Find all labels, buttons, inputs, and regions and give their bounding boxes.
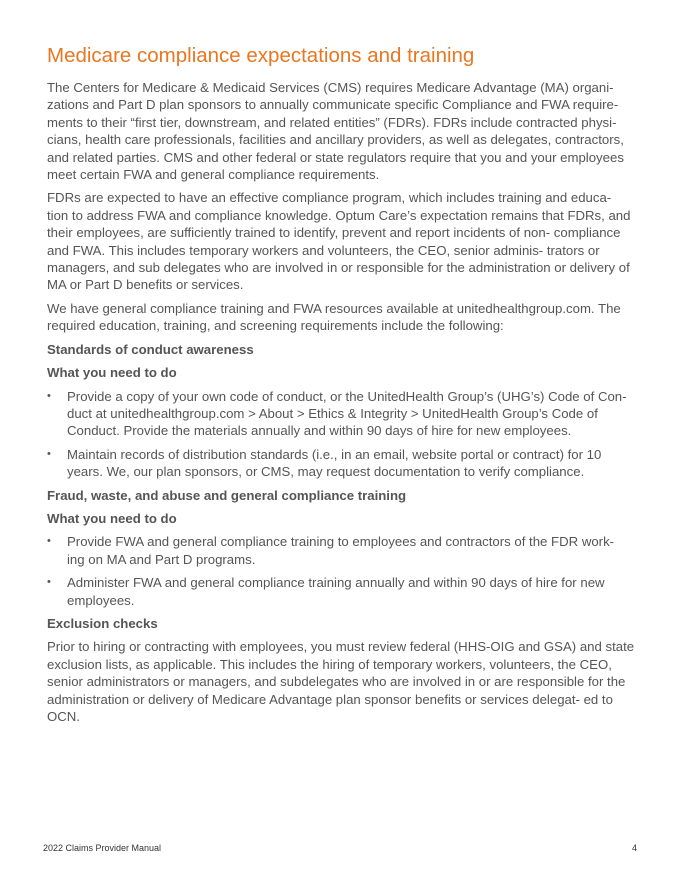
list-item-text: Administer FWA and general compliance training annually and within 90 days of hire for new employees.: [67, 575, 605, 608]
page-footer: [43, 843, 637, 853]
standards-heading: Standards of conduct awareness: [47, 341, 254, 357]
standards-list: [47, 388, 635, 481]
exclusion-paragraph: Prior to hiring or contracting with employees, you must review federal (HHS-OIG and GSA) and state exclusion lists, as applicable. This includes the hiring of temporary workers, volunteers, the CEO, senior administrators or managers, and subdelegates who are involved in or are responsible for the administration or delivery of Medicare Advantage plan sponsor benefits or services delegat- ed to OCN.: [47, 639, 635, 724]
bullet-icon: •: [47, 535, 51, 548]
list-item-text: Provide a copy of your own code of conduct, or the UnitedHealth Group’s (UHG’s) Code of Con- duct at unitedhealthgroup.com > About > Ethics & Integrity > UnitedHealth Group’s Code of Conduct. Provide the materials annually and within 90 days of hire for new employees.: [67, 388, 627, 439]
document-body: [47, 42, 635, 731]
exclusion-heading: Exclusion checks: [47, 615, 158, 631]
page-title: Medicare compliance expectations and training: [47, 44, 475, 67]
intro-paragraph-2: FDRs are expected to have an effective compliance program, which includes training and educa- tion to address FWA and compliance knowledge. Optum Care’s expectation remains that FDRs, and their employees, are sufficiently trained to identify, prevent and report incidents of non- compliance and FWA. This includes temporary workers and volunteers, the CEO, senior adminis- trators or managers, and sub delegates who are involved in or responsible for the administration or delivery of MA or Part D benefits or services.: [47, 190, 631, 293]
list-item-text: Provide FWA and general compliance training to employees and contractors of the FDR work- ing on MA and Part D programs.: [67, 534, 615, 567]
list-item: [47, 388, 635, 440]
fwa-subheading: What you need to do: [47, 510, 177, 526]
fwa-list: [47, 533, 635, 609]
list-item: [47, 574, 635, 609]
list-item-text: Maintain records of distribution standards (i.e., in an email, website portal or contract) for 10 years. We, our plan sponsors, or CMS, may request documentation to verify compliance.: [67, 446, 602, 480]
bullet-icon: •: [47, 389, 51, 402]
standards-subheading: What you need to do: [47, 365, 177, 381]
footer-manual-title: 2022 Claims Provider Manual: [43, 843, 162, 853]
intro-paragraph-1: The Centers for Medicare & Medicaid Services (CMS) requires Medicare Advantage (MA) organi- zations and Part D plan sponsors to annually communicate specific Compliance and FWA require- ments to their “first tier, downstream, and related entities” (FDRs). FDRs include contracted physi- cians, health care professionals, facilities and ancillary providers, as well as delegates, contractors, and related parties. CMS and other federal or state regulators require that you and your employees meet certain FWA and general compliance requirements.: [47, 80, 624, 183]
bullet-icon: •: [47, 447, 51, 460]
intro-paragraph-3: We have general compliance training and FWA resources available at unitedhealthgroup.com. The required education, training, and screening requirements include the following:: [47, 300, 621, 334]
bullet-icon: •: [47, 576, 51, 589]
page-number: 4: [631, 843, 637, 853]
list-item: [47, 446, 635, 481]
fwa-heading: Fraud, waste, and abuse and general compliance training: [47, 487, 407, 503]
list-item: [47, 533, 635, 568]
